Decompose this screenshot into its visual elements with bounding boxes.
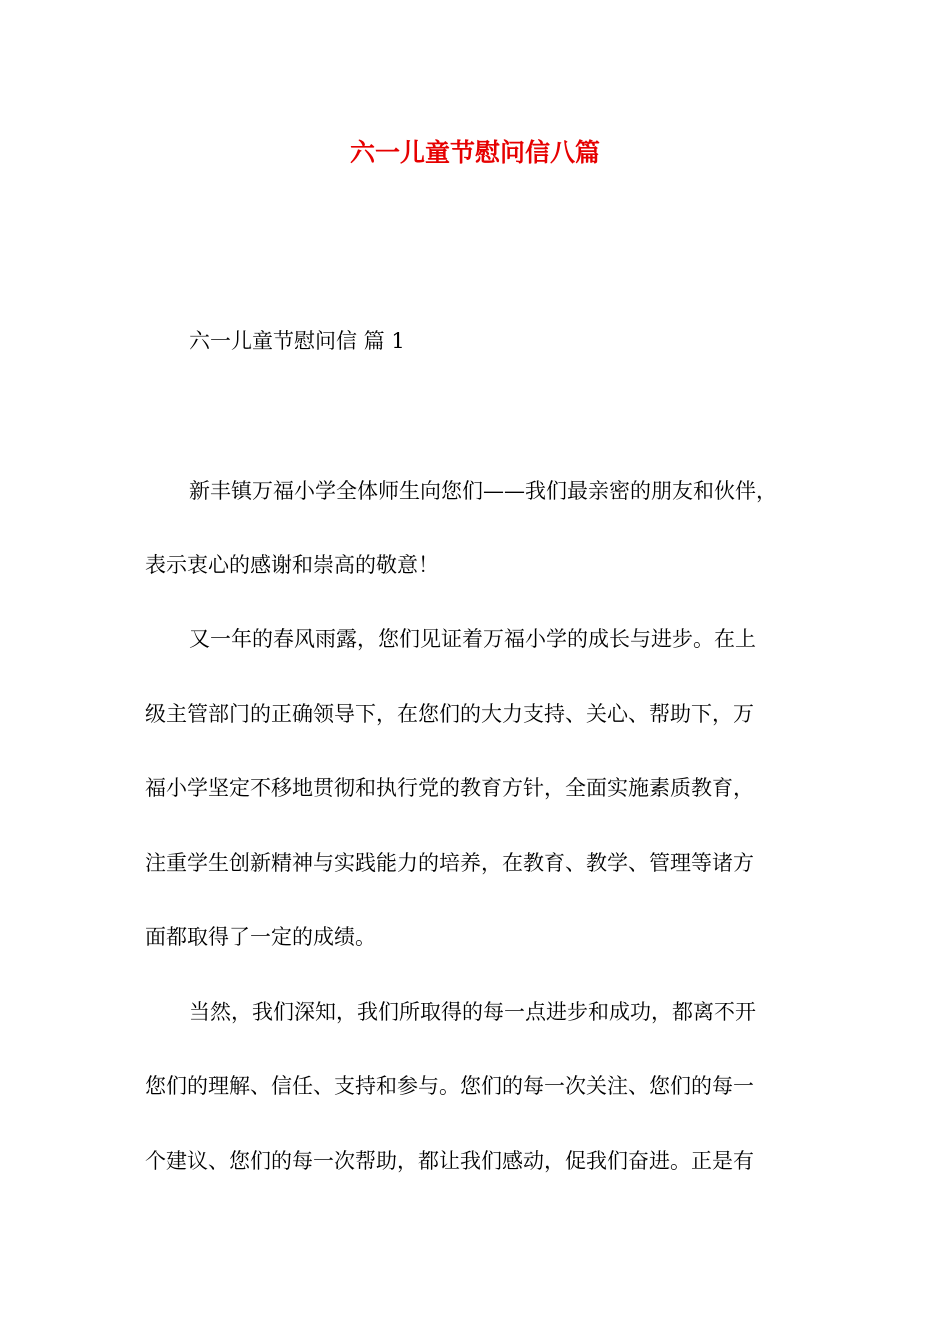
document-title: 六一儿童节慰问信八篇 — [349, 138, 600, 167]
paragraph-line: 注重学生创新精神与实践能力的培养，在教育、教学、管理等诸方 — [145, 851, 754, 875]
paragraph-line: 当然，我们深知，我们所取得的每一点进步和成功，都离不开 — [189, 1000, 756, 1024]
paragraph-line: 表示衷心的感谢和崇高的敬意！ — [145, 553, 439, 577]
paragraph-line: 个建议、您们的每一次帮助，都让我们感动，促我们奋进。正是有 — [145, 1149, 754, 1173]
paragraph-line: 级主管部门的正确领导下，在您们的大力支持、关心、帮助下，万 — [145, 702, 754, 726]
paragraph-line: 面都取得了一定的成绩。 — [145, 925, 376, 949]
section-heading: 六一儿童节慰问信 篇 1 — [189, 329, 405, 353]
paragraph-line: 新丰镇万福小学全体师生向您们——我们最亲密的朋友和伙伴， — [189, 479, 777, 503]
paragraph-line: 福小学坚定不移地贯彻和执行党的教育方针，全面实施素质教育， — [145, 776, 754, 800]
paragraph-line: 您们的理解、信任、支持和参与。您们的每一次关注、您们的每一 — [145, 1074, 754, 1098]
paragraph-line: 又一年的春风雨露，您们见证着万福小学的成长与进步。在上 — [189, 627, 756, 651]
